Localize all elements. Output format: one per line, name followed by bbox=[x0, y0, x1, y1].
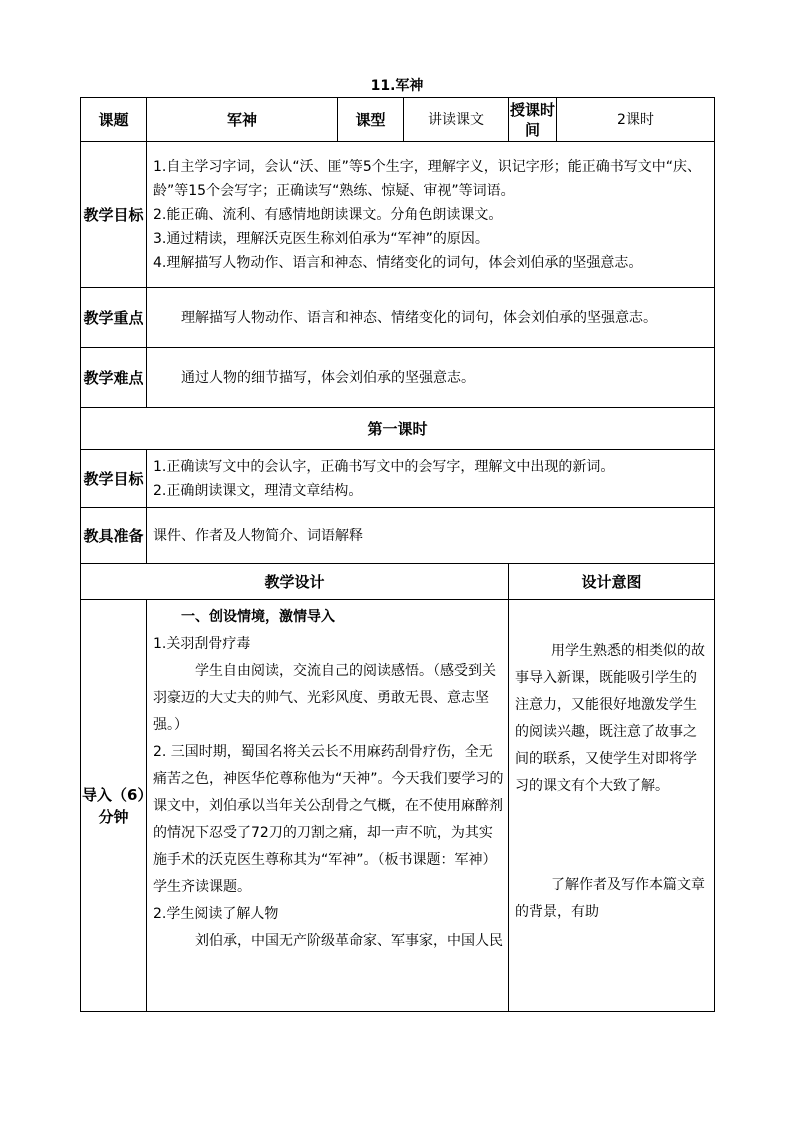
tools-row bbox=[81, 508, 715, 564]
item1-title: 1.关羽刮骨疗毒 bbox=[153, 636, 251, 652]
lesson1-heading: 第一课时 bbox=[81, 408, 715, 450]
objective-item: 2.能正确、流利、有感情地朗读课文。分角色朗读课文。 bbox=[153, 206, 503, 223]
lesson1-objective-item: 1.正确读写文中的会认字，正确书写文中的会写字，理解文中出现的新词。 bbox=[153, 458, 615, 475]
key-points-row bbox=[81, 288, 715, 348]
intent-content bbox=[509, 600, 715, 1012]
topic-label: 课题 bbox=[81, 98, 147, 142]
item2-text: 2. 三国时期，蜀国名将关云长不用麻药刮骨疗伤，全无痛苦之色，神医华佗尊称他为“天神”。今天我们要学习的课文中，刘伯承以当年关公刮骨之气概，在不使用麻醉剂的情况下忍受了72刀的刀割之痛，却一声不吭，为其实施手术的沃克医生尊称其为“军神”。（板书课题：军神） bbox=[153, 744, 504, 868]
objectives-label: 教学目标 bbox=[81, 142, 147, 288]
type-label: 课型 bbox=[338, 98, 404, 142]
lesson1-objectives-content bbox=[147, 450, 715, 508]
design-content bbox=[147, 600, 509, 1012]
topic-value: 军神 bbox=[147, 98, 338, 142]
objective-item: 1.自主学习字词，会认“沃、匪”等5个生字，理解字义，识记字形；能正确书写文中“庆、龄”等15个会写字；正确读写“熟练、惊疑、审视”等词语。 bbox=[153, 158, 702, 199]
item3-text: 刘伯承，中国无产阶级革命家、军事家，中国人民 bbox=[195, 933, 503, 949]
design-header: 教学设计 bbox=[81, 564, 509, 600]
item1-text: 学生自由阅读，交流自己的阅读感悟。（感受到关羽豪迈的大丈夫的帅气、光彩风度、勇敢无畏、意志坚强。） bbox=[153, 663, 496, 733]
time-value: 2课时 bbox=[557, 98, 715, 142]
difficulties-text: 通过人物的细节描写，体会刘伯承的坚强意志。 bbox=[181, 369, 475, 386]
lesson1-objectives-label: 教学目标 bbox=[81, 450, 147, 508]
design-header-row bbox=[81, 564, 715, 600]
key-points-label: 教学重点 bbox=[81, 288, 147, 348]
lesson1-heading-row bbox=[81, 408, 715, 450]
objectives-row bbox=[81, 142, 715, 288]
time-label: 授课时间 bbox=[509, 98, 557, 142]
item3-title: 2.学生阅读了解人物 bbox=[153, 906, 279, 922]
key-points-content bbox=[147, 288, 715, 348]
lesson-plan-table bbox=[80, 97, 715, 1012]
design-content-row bbox=[81, 600, 715, 1012]
objectives-content bbox=[147, 142, 715, 288]
stage-label: 导入（6）分钟 bbox=[81, 600, 147, 1012]
difficulties-label: 教学难点 bbox=[81, 348, 147, 408]
tools-content: 课件、作者及人物简介、词语解释 bbox=[147, 508, 715, 564]
intent-header: 设计意图 bbox=[509, 564, 715, 600]
objective-item: 3.通过精读，理解沃克医生称刘伯承为“军神”的原因。 bbox=[153, 230, 489, 247]
lesson1-objective-item: 2.正确朗读课文，理清文章结构。 bbox=[153, 482, 363, 499]
page-title: 11.军神 bbox=[370, 78, 424, 94]
key-points-text: 理解描写人物动作、语言和神态、情绪变化的词句，体会刘伯承的坚强意志。 bbox=[181, 309, 657, 326]
objective-item: 4.理解描写人物动作、语言和神态、情绪变化的词句，体会刘伯承的坚强意志。 bbox=[153, 254, 643, 271]
difficulties-content bbox=[147, 348, 715, 408]
intent-text: 用学生熟悉的相类似的故事导入新课，既能吸引学生的注意力，又能很好地激发学生的阅读兴趣，既注意了故事之间的联系，又使学生对即将学习的课文有个大致了解。 bbox=[515, 643, 705, 794]
info-row bbox=[81, 98, 715, 142]
type-value: 讲读课文 bbox=[404, 98, 509, 142]
section-title: 一、创设情境，激情导入 bbox=[181, 609, 335, 625]
lesson1-objectives-row bbox=[81, 450, 715, 508]
tools-label: 教具准备 bbox=[81, 508, 147, 564]
item2-follow: 学生齐读课题。 bbox=[153, 879, 251, 895]
difficulties-row bbox=[81, 348, 715, 408]
intent-text: 了解作者及写作本篇文章的背景，有助 bbox=[515, 877, 705, 920]
